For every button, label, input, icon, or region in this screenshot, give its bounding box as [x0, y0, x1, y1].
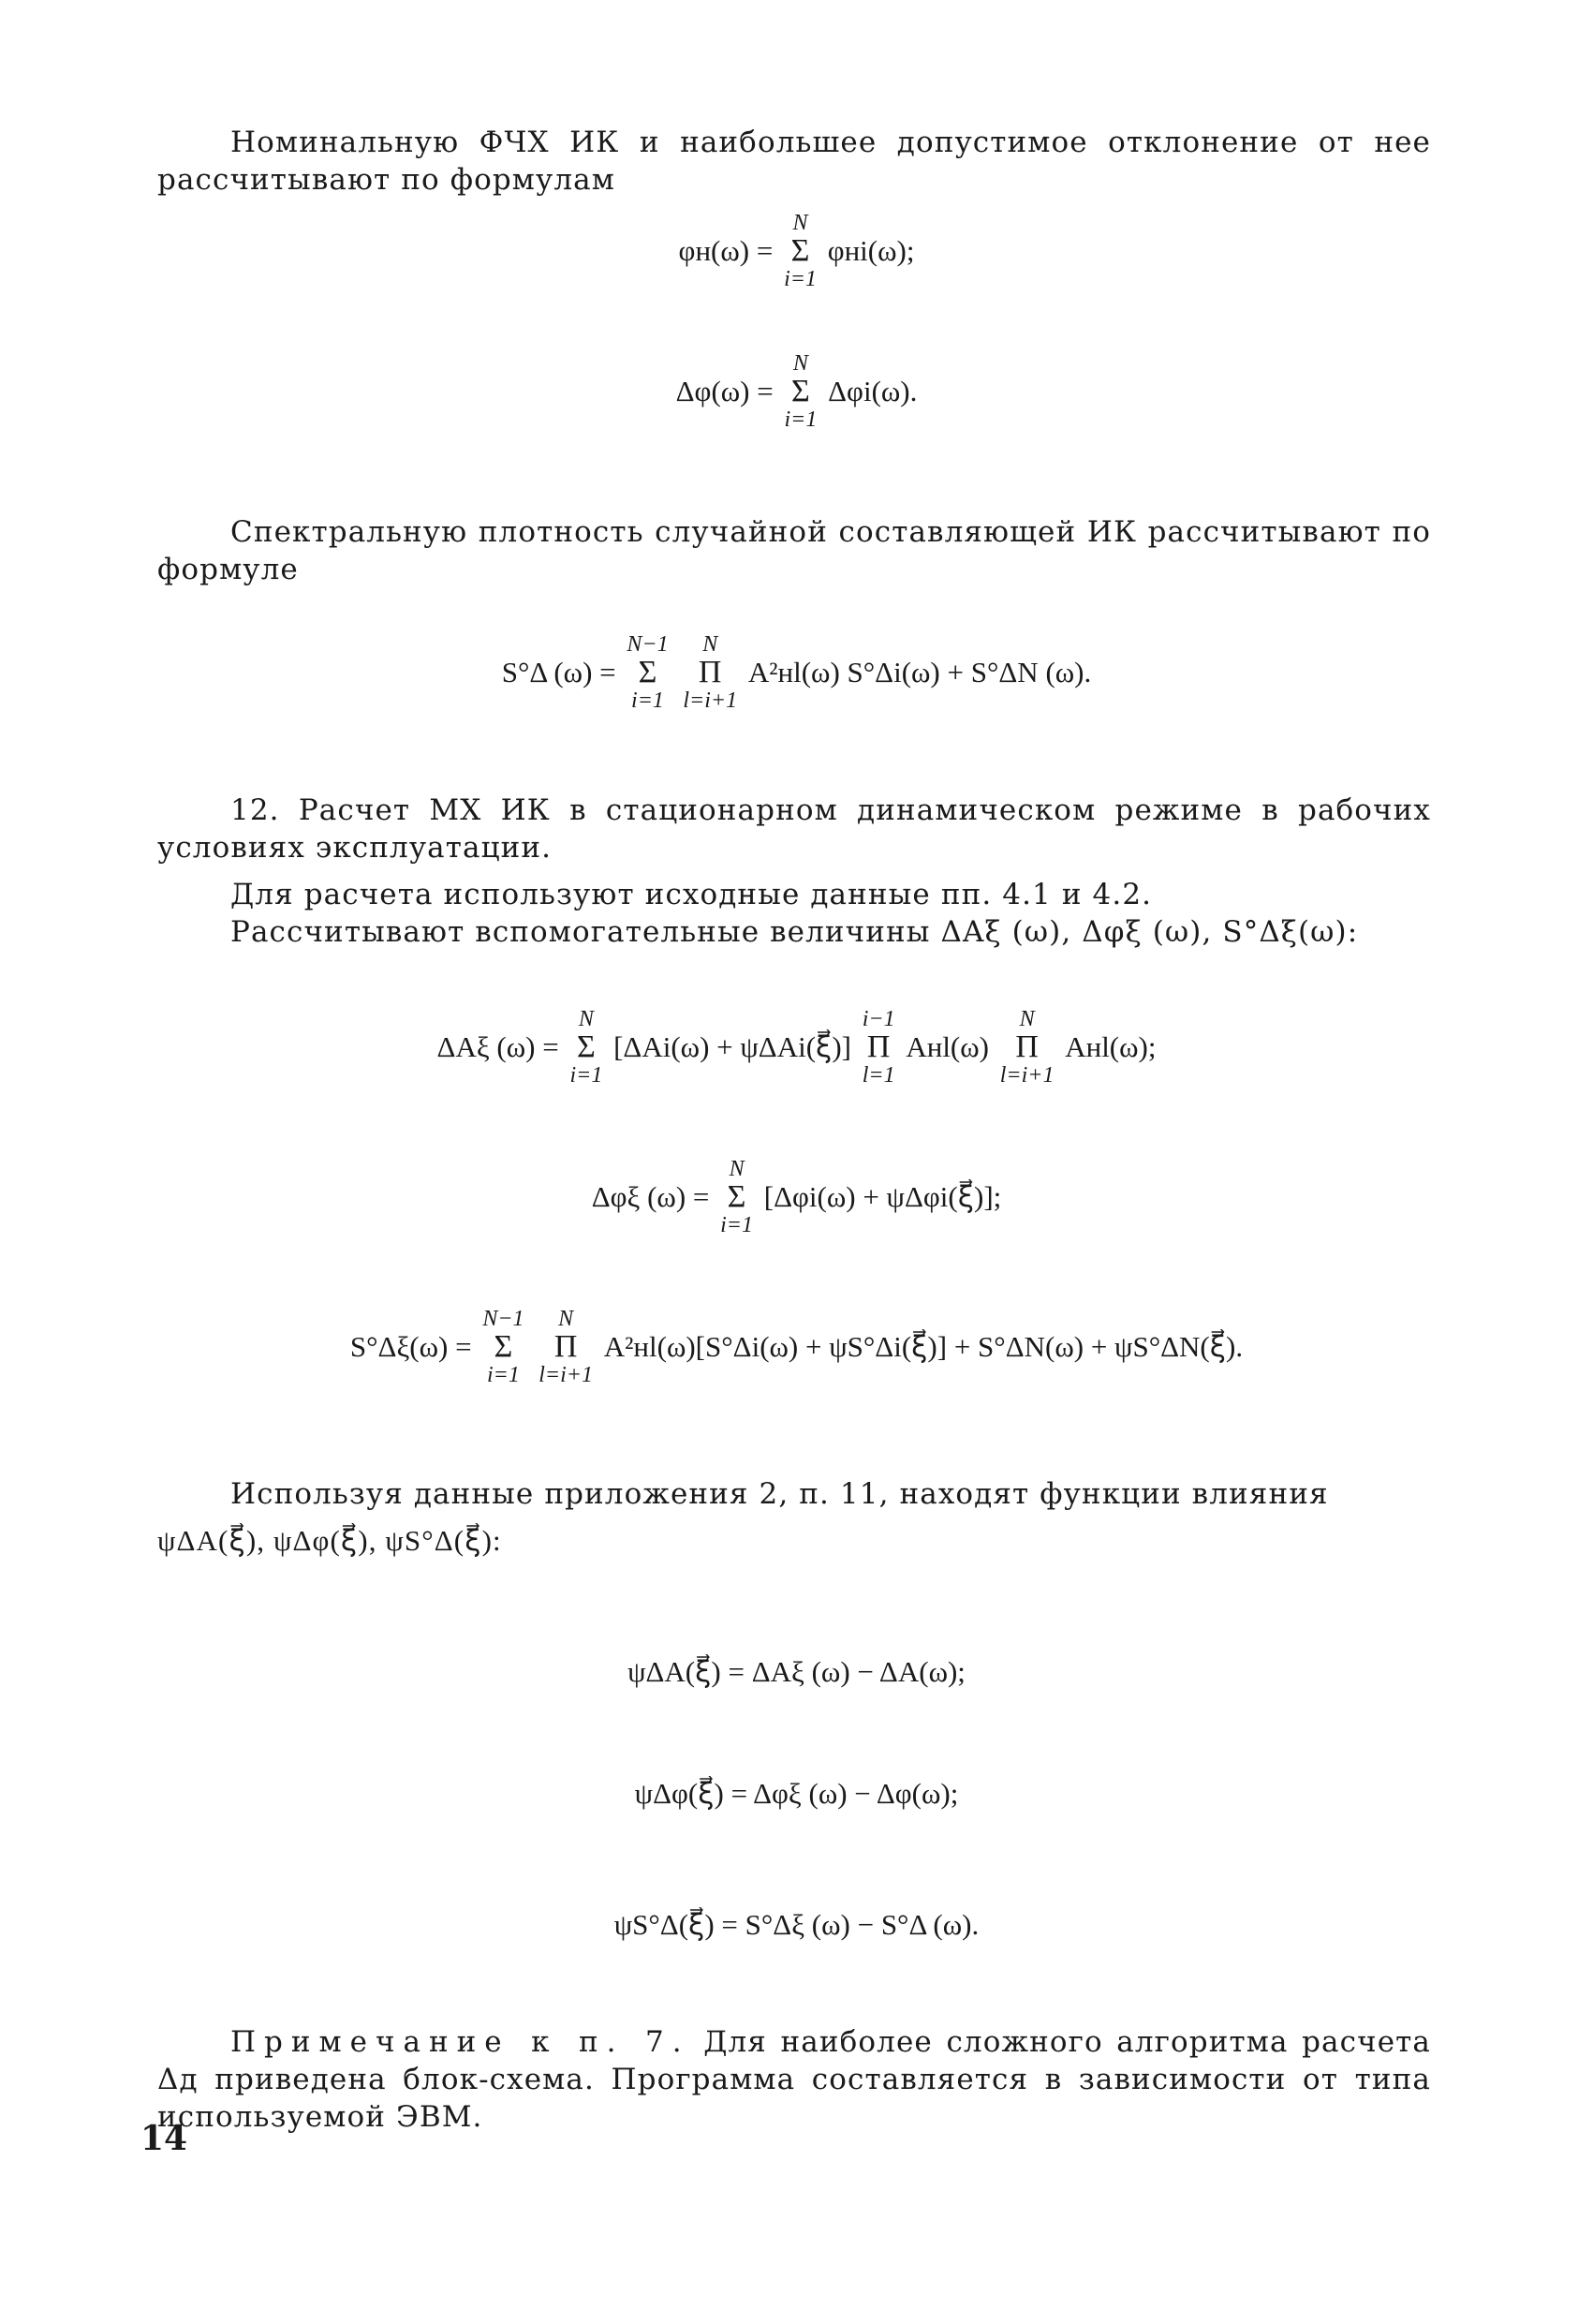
formula-spectral-xi — [0, 1307, 1593, 1387]
paragraph-spectral-density: Спектральную плотность случайной составляющей ИК рассчитывают по формуле — [157, 515, 1431, 586]
sum-lower-limit: i=1 — [784, 267, 817, 291]
sum-operator — [482, 1307, 524, 1387]
formula-amplitude-term: Aнl(ω) — [906, 1030, 989, 1063]
paragraph-note — [157, 2023, 1431, 2136]
sum-lower-limit: i=1 — [631, 688, 664, 713]
paragraph-auxiliary-values: Рассчитывают вспомогательные величины ΔAξ (ω), Δφξ (ω), S°Δξ(ω): — [230, 915, 1359, 949]
formula-lhs: φн(ω) = — [678, 234, 774, 267]
sum-operator — [627, 632, 668, 713]
product-lower-limit: l=i+1 — [999, 1063, 1055, 1088]
sum-lower-limit: i=1 — [784, 407, 818, 432]
sum-lower-limit: i=1 — [720, 1213, 754, 1237]
sum-symbol: Σ — [790, 233, 810, 268]
sum-operator — [569, 1007, 602, 1088]
sum-operator — [720, 1157, 753, 1237]
sum-operator — [784, 211, 817, 291]
sum-symbol: Σ — [791, 374, 810, 408]
product-operator — [538, 1307, 593, 1387]
product-lower-limit: l=i+1 — [538, 1363, 593, 1387]
product-upper-limit: N — [702, 632, 718, 657]
product-operator — [863, 1007, 895, 1088]
note-label: Примечание к п. 7. — [230, 2025, 690, 2059]
formula-psi-phase: ψΔφ(ξ⃗) = Δφξ (ω) − Δφ(ω); — [634, 1777, 959, 1810]
paragraph-intro-phase-response: Номинальную ФЧХ ИК и наибольшее допустимое отклонение от нее рассчитывают по формулам — [157, 126, 1431, 197]
product-operator — [1000, 1007, 1055, 1088]
formula-lhs: ΔAξ (ω) = — [436, 1030, 559, 1063]
paragraph-influence-functions: Используя данные приложения 2, п. 11, находят функции влияния — [230, 1477, 1329, 1511]
product-lower-limit: l=1 — [862, 1063, 895, 1088]
formula-rhs: Δφi(ω). — [828, 375, 918, 407]
formula-psi-amplitude: ψΔA(ξ⃗) = ΔAξ (ω) − ΔA(ω); — [627, 1655, 966, 1688]
formula-lhs: Δφ(ω) = — [675, 375, 774, 407]
sum-symbol: Σ — [638, 655, 657, 689]
formula-lhs: Δφξ (ω) = — [591, 1180, 710, 1213]
formula-rhs: φнi(ω); — [827, 234, 915, 267]
formula-lhs: S°Δ (ω) = — [501, 656, 616, 688]
formula-psi-spectral: ψS°Δ(ξ⃗) = S°Δξ (ω) − S°Δ (ω). — [613, 1908, 980, 1941]
page-number: 14 — [140, 2119, 188, 2158]
sum-upper-limit: N — [792, 351, 808, 376]
sum-upper-limit: N−1 — [482, 1307, 524, 1331]
formula-phase-xi — [0, 1157, 1593, 1237]
note-text: Для наиболее сложного алгоритма расчета Δд приведена блок-схема. Программа составляется в зависимости от типа используемой ЭВМ. — [157, 2025, 1431, 2134]
formula-nominal-phase — [0, 211, 1593, 291]
product-upper-limit: N — [558, 1307, 574, 1331]
formula-rhs: [Δφi(ω) + ψΔφi(ξ⃗)]; — [763, 1180, 1002, 1213]
formula-phase-deviation — [0, 351, 1593, 432]
product-operator — [683, 632, 737, 713]
formula-bracket-term: [ΔAi(ω) + ψΔAi(ξ⃗)] — [613, 1030, 851, 1063]
sum-upper-limit: N — [729, 1157, 745, 1181]
paragraph-section-12: 12. Расчет МХ ИК в стационарном динамическом режиме в рабочих условиях эксплуатации. — [157, 793, 1431, 865]
sum-upper-limit: N — [578, 1007, 594, 1031]
formula-rhs: Aнl(ω); — [1065, 1030, 1157, 1063]
formula-amplitude-xi — [0, 1007, 1593, 1088]
sum-symbol: Σ — [494, 1329, 513, 1364]
formula-rhs: A²нl(ω) S°Δi(ω) + S°ΔN (ω). — [747, 656, 1092, 688]
paragraph-influence-list: ψΔA(ξ⃗), ψΔφ(ξ⃗), ψS°Δ(ξ⃗): — [157, 1524, 502, 1557]
sum-upper-limit: N — [792, 211, 808, 235]
sum-symbol: Σ — [576, 1029, 596, 1064]
formula-lhs: S°Δξ(ω) = — [349, 1330, 472, 1363]
product-symbol: Π — [1015, 1029, 1039, 1064]
formula-rhs: A²нl(ω)[S°Δi(ω) + ψS°Δi(ξ⃗)] + S°ΔN(ω) + ψS°ΔN(ξ⃗). — [603, 1330, 1244, 1363]
sum-upper-limit: N−1 — [627, 632, 669, 657]
product-symbol: Π — [553, 1329, 578, 1364]
sum-operator — [785, 351, 818, 432]
sum-lower-limit: i=1 — [486, 1363, 520, 1387]
product-symbol: Π — [698, 655, 722, 689]
formula-spectral-density — [0, 632, 1593, 713]
product-symbol: Π — [866, 1029, 891, 1064]
sum-symbol: Σ — [727, 1179, 746, 1214]
paragraph-input-data: Для расчета используют исходные данные пп. 4.1 и 4.2. — [230, 878, 1153, 911]
sum-lower-limit: i=1 — [569, 1063, 603, 1088]
product-upper-limit: N — [1019, 1007, 1035, 1031]
product-lower-limit: l=i+1 — [683, 688, 738, 713]
product-upper-limit: i−1 — [862, 1007, 895, 1031]
